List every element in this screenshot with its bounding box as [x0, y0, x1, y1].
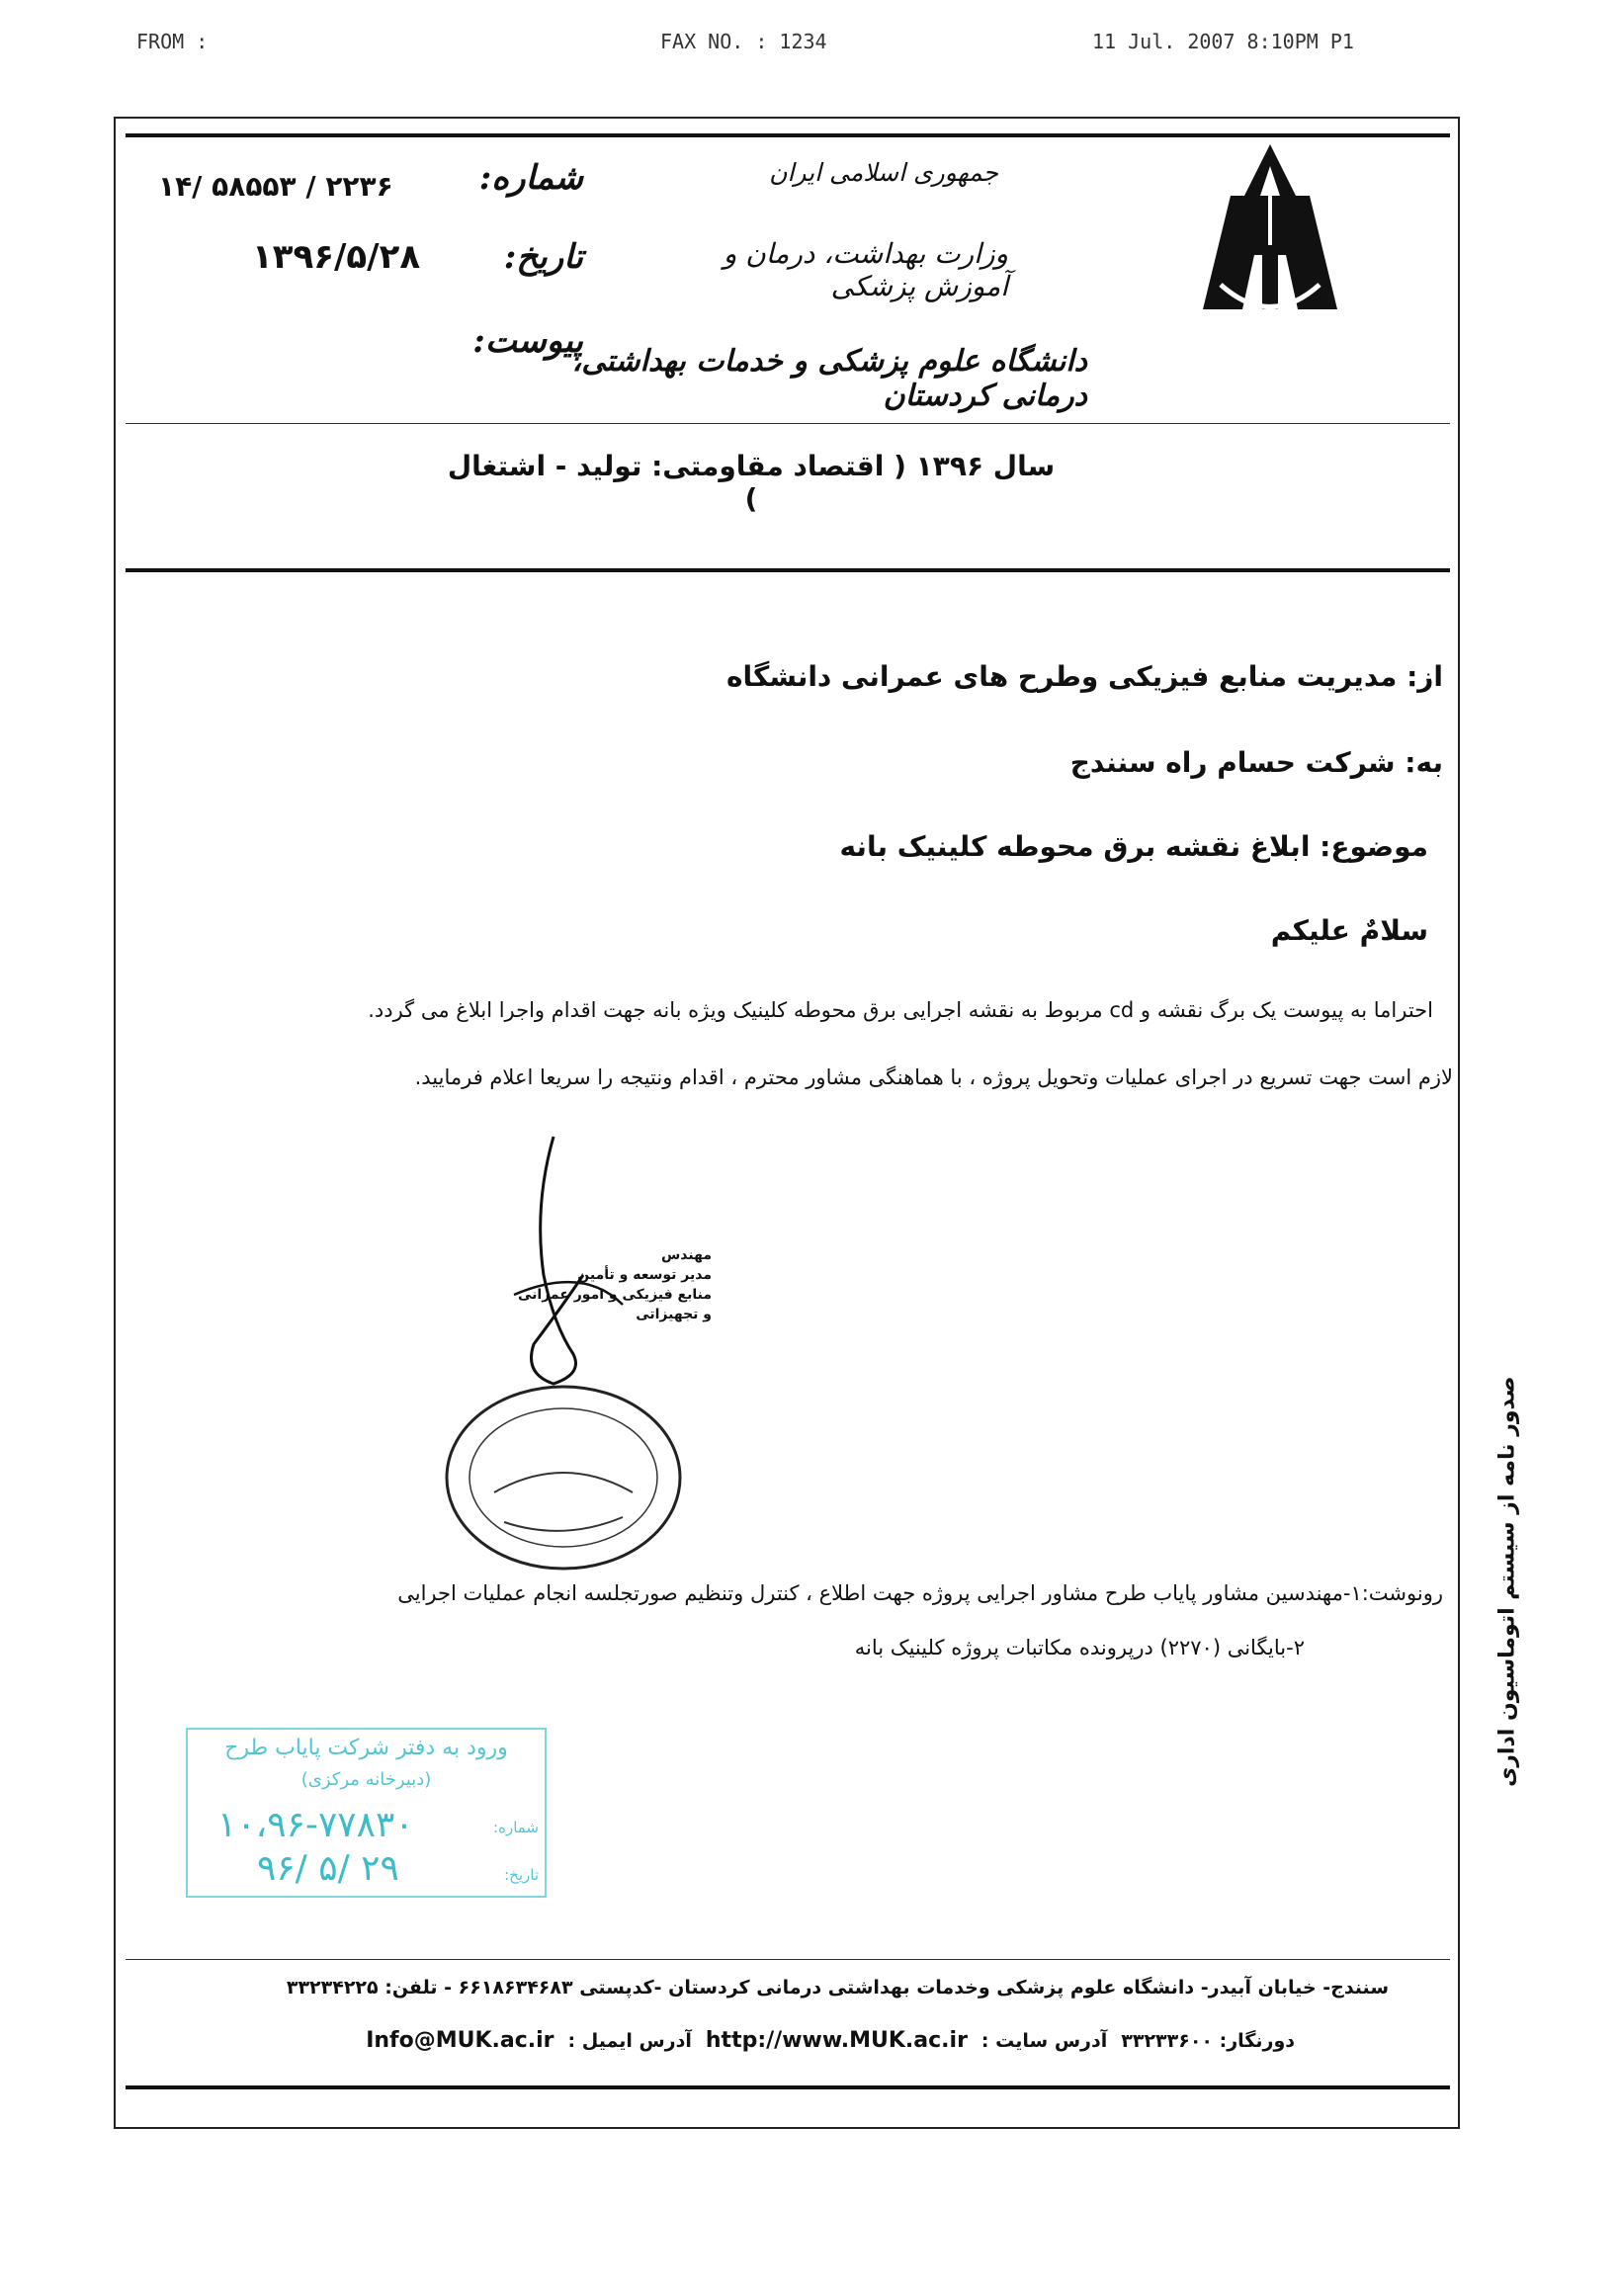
copy-recipient-1: رونوشت:۱-مهندسین مشاور پایاب طرح مشاور اجرایی پروژه جهت اطلاع ، کنترل وتنظیم صورتجلسه انجام عملیات اجرایی: [397, 1581, 1443, 1605]
stamp-number-label: شماره:: [493, 1819, 539, 1836]
ministry-title: وزارت بهداشت، درمان و آموزش پزشکی: [723, 237, 1008, 302]
footer-website-label: آدرس سایت :: [980, 2030, 1108, 2052]
date-label: تاریخ:: [503, 237, 583, 277]
year-slogan: سال ۱۳۹۶ ( اقتصاد مقاومتی: تولید - اشتغال ): [447, 450, 1056, 515]
stamp-date-label: تاریخ:: [504, 1866, 539, 1884]
stamp-number-value: ۱۰،۹۶-۷۷۸۳۰: [217, 1805, 414, 1845]
bottom-rule: [126, 2085, 1450, 2089]
university-logo-icon: [1201, 136, 1339, 309]
letter-body-2: لازم است جهت تسریع در اجرای عملیات وتحویل پروژه ، با هماهنگی مشاور محترم ، اقدام ونتیجه را سریعا اعلام فرمایید.: [414, 1065, 1453, 1089]
fax-from: FROM :: [136, 30, 209, 53]
attachment-label: پیوست:: [472, 321, 583, 361]
system-issued-note: صدور نامه از سیستم اتوماسیون اداری: [1494, 1376, 1520, 1787]
letter-greeting: سلامٌ علیکم: [1270, 914, 1428, 947]
footer-website[interactable]: http://www.MUK.ac.ir: [705, 2028, 968, 2053]
stamp-subtitle: (دبیرخانه مرکزی): [300, 1769, 432, 1790]
footer-fax: دورنگار: ۳۳۲۳۳۶۰۰: [1121, 2030, 1295, 2052]
signature-block: [514, 1245, 712, 1324]
letter-from: از: مدیریت منابع فیزیکی وطرح های عمرانی دانشگاه: [726, 660, 1443, 693]
footer-email[interactable]: Info@MUK.ac.ir: [366, 2028, 554, 2053]
footer-divider: [126, 1959, 1450, 1960]
fax-number: FAX NO. : 1234: [660, 30, 827, 53]
signature-line-1: مهندس: [660, 1247, 712, 1263]
receipt-stamp: [186, 1728, 547, 1898]
header-divider: [126, 423, 1450, 424]
date-value: ۱۳۹۶/۵/۲۸: [252, 237, 421, 277]
number-value: ۱۴/ ۵۸۵۵۳ / ۲۲۳۶: [158, 170, 393, 203]
university-title: دانشگاه علوم پزشکی و خدمات بهداشتی، درمانی کردستان: [571, 344, 1087, 413]
letter-body-1: احتراما به پیوست یک برگ نقشه و cd مربوط به نقشه اجرایی برق محوطه کلینیک ویژه بانه جهت اقدام واجرا ابلاغ می گردد.: [368, 998, 1433, 1022]
signature-line-3: منابع فیزیکی و امور عمرانی: [518, 1287, 712, 1303]
letter-subject: موضوع: ابلاغ نقشه برق محوطه کلینیک بانه: [839, 830, 1428, 863]
stamp-date-value: ۹۶/ ۵/ ۲۹: [257, 1848, 399, 1889]
footer-address: سنندج- خیابان آبیدر- دانشگاه علوم پزشکی وخدمات بهداشتی درمانی کردستان -کدپستی ۶۶۱۸۶۳۴۶۸۳ - تلفن: ۳۳۲۳۴۲۲۵: [286, 1977, 1389, 1998]
signature-line-2: مدیر توسعه و تأمین: [577, 1267, 712, 1283]
signature-and-seal-icon: [435, 1127, 692, 1591]
number-label: شماره:: [478, 158, 583, 198]
slogan-divider: [126, 568, 1450, 572]
stamp-title: ورود به دفتر شرکت پایاب طرح: [224, 1736, 508, 1760]
footer-contact-line: [257, 2028, 1295, 2062]
fax-datetime: 11 Jul. 2007 8:10PM P1: [1092, 30, 1354, 53]
copy-recipient-2: ۲-بایگانی (۲۲۷۰) درپرونده مکاتبات پروژه کلینیک بانه: [854, 1636, 1305, 1659]
letter-to: به: شرکت حسام راه سنندج: [1069, 746, 1443, 779]
footer-email-label: آدرس ایمیل :: [567, 2030, 692, 2052]
republic-title: جمهوری اسلامی ایران: [769, 158, 998, 187]
signature-line-4: و تجهیزاتی: [636, 1307, 712, 1322]
